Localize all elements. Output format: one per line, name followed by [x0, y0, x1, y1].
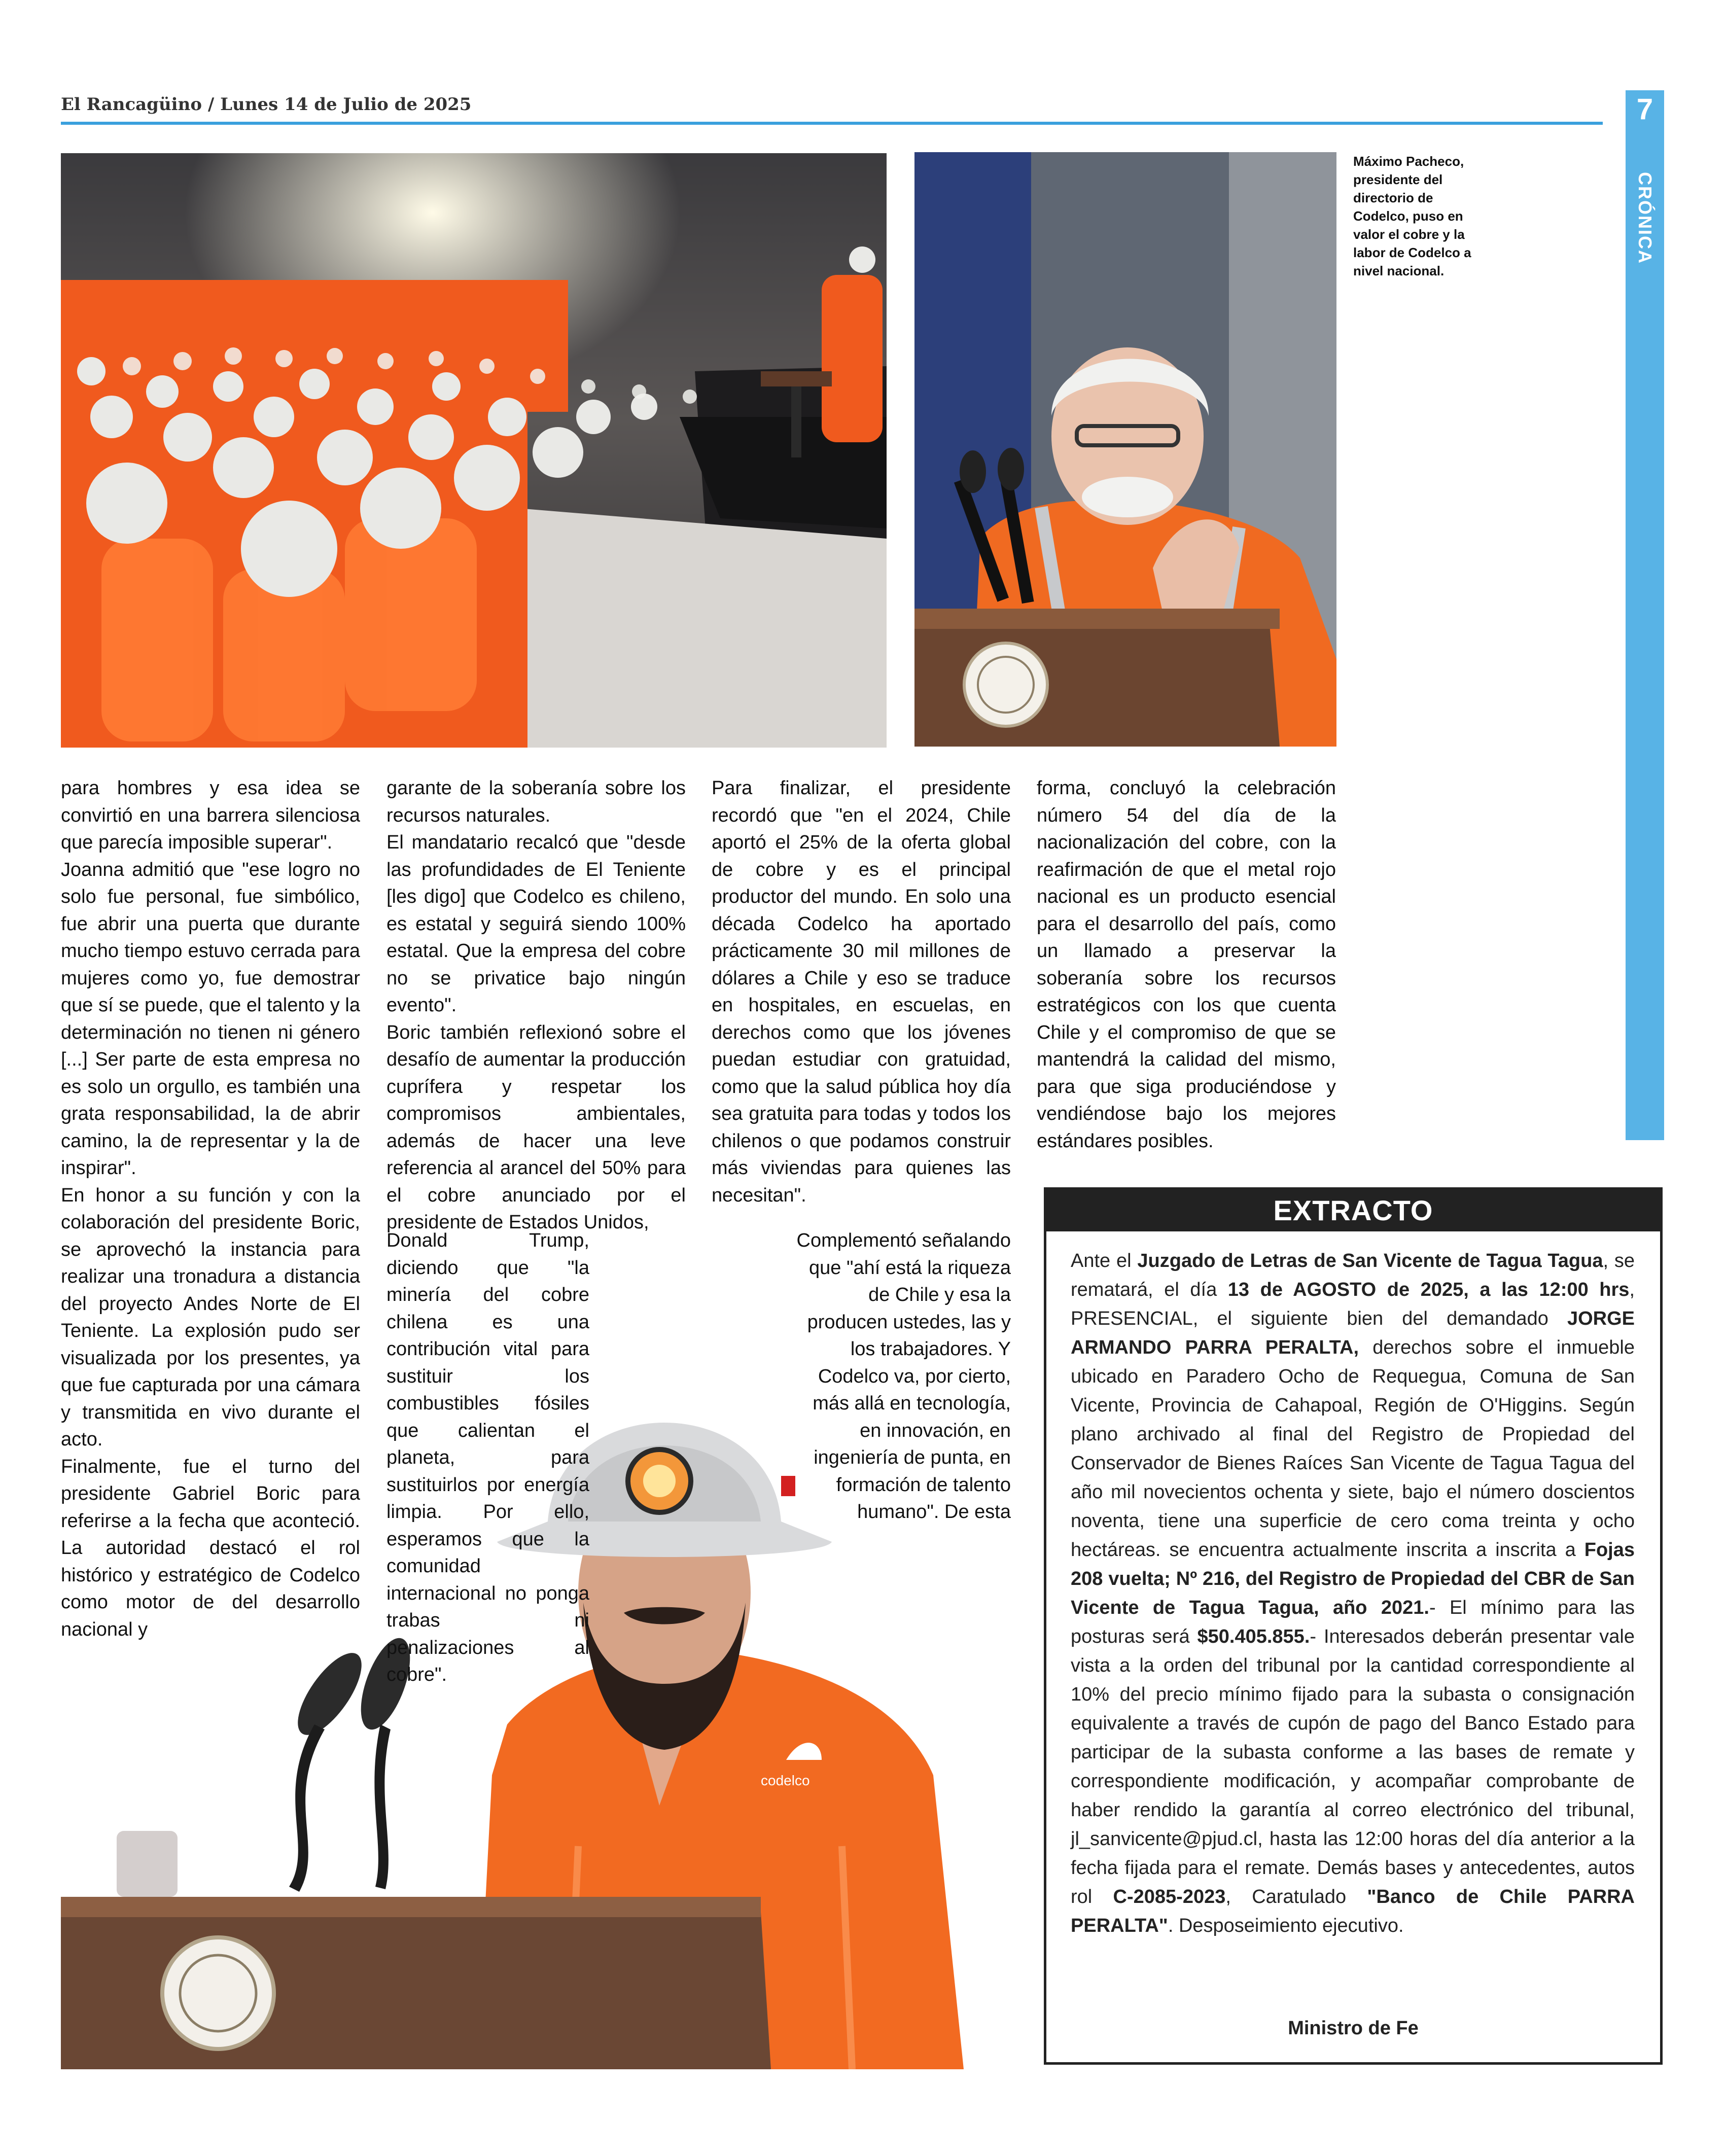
extracto-text: , Caratulado	[1225, 1886, 1367, 1907]
article-paragraph: Joanna admitió que "ese logro no solo fue personal, fue simbólico, fue abrir una puerta que durante mucho tiempo estuvo cerrada para mujeres como yo, fue demostrar que sí se puede, que el talento y la determinación no tienen ni género [...] Ser parte de esta empresa no es solo un orgullo, es también una grata responsabilidad, la de abrir camino, la de representar y la de inspirar".	[61, 859, 360, 1179]
article-paragraph: para hombres y esa idea se convirtió en una barrera silenciosa que parecía imposible superar".	[61, 777, 360, 853]
header-rule	[61, 122, 1603, 125]
miners-photo	[61, 153, 887, 748]
extracto-registry: Fojas 208 vuelta; Nº 216, del Registro de Propiedad del CBR de San Vicente de Tagua Tagua, año 2021.	[1071, 1539, 1635, 1618]
extracto-text: - El mínimo para las posturas será	[1071, 1597, 1635, 1647]
extracto-text: . Desposeimiento ejecutivo.	[1168, 1915, 1404, 1936]
article-paragraph: Finalmente, fue el turno del presidente Gabriel Boric para referirse a la fecha que aconteció. La autoridad destacó el rol histórico y estratégico de Codelco como motor de del desarrollo nacional y	[61, 1456, 360, 1640]
article-column-4	[1037, 775, 1336, 1155]
extracto-text: , se rematará, el día	[1071, 1250, 1635, 1300]
extracto-body	[1071, 1247, 1635, 1940]
article-paragraph: El mandatario recalcó que "desde las profundidades de El Teniente [les digo] que Codelco es chileno, es estatal y seguirá siendo 100% estatal. Que la empresa del cobre no se privatice bajo ningún evento".	[386, 832, 686, 1016]
page-header: El Rancagüino / Lunes 14 de Julio de 2025	[61, 94, 472, 115]
extracto-text: - Interesados deberán presentar vale vista a la orden del tribunal por la cantidad correspondiente al 10% del precio mínimo fijado para la subasta o consignación equivalente a través de cupón de pago del Banco Estado para participar de la subasta conforme a las bases de remate y correspondiente modificación, y acompañar comprobante de haber rendido la garantía al correo electrónico del tribunal, jl_sanvicente@pjud.cl, hasta las 12:00 horas del día anterior a la fecha fijada para el remate. Demás bases y antecedentes, autos rol	[1071, 1626, 1635, 1907]
extracto-rol: C-2085-2023	[1113, 1886, 1226, 1907]
pacheco-photo	[914, 152, 1336, 747]
article-column-2-tail: Donald Trump, diciendo que "la minería del cobre chilena es una contribución vital para sustituir los combustibles fósiles que calientan el planeta, para sustituirlos por energía limpia. Por ello, esperamos que la comunidad internacional no ponga trabas ni penalizaciones al cobre".	[386, 1230, 589, 1685]
svg-text:codelco: codelco	[761, 1773, 810, 1788]
extracto-text: derechos sobre el inmueble ubicado en Paradero Ocho de Requegua, Comuna de San Vicente, Provincia de Cahapoal, Región de O'Higgins. Según plano archivado al final del Registro de Propiedad del Conservador de Bienes Raíces San Vicente de Tagua Tagua del año mil novecientos ochenta y siete, bajo el número doscientos noventa, tiene una superficie de cero coma treinta y ocho hectáreas. se encuentra actualmente inscrita a inscrita a	[1071, 1337, 1635, 1561]
extracto-defendant: JORGE ARMANDO PARRA PERALTA,	[1071, 1308, 1635, 1358]
article-paragraph: forma, concluyó la celebración número 54 del día de la nacionalización del cobre, con la reafirmación de que el metal rojo nacional es un producto esencial para el desarrollo del país, como un llamado a preservar la soberanía sobre los recursos estratégicos con los que cuenta Chile y el compromiso de que se mantendrá la calidad del mismo, para que siga produciéndose y vendiéndose bajo los mejores estándares posibles.	[1037, 777, 1336, 1152]
article-paragraph: En honor a su función y con la colaboración del presidente Boric, se aprovechó la instancia para realizar una tronadura a distancia del proyecto Andes Norte de El Teniente. La explosión pudo ser visualizada por los presentes, ya que fue capturada por una cámara y transmitida en vivo durante el acto.	[61, 1184, 360, 1450]
extracto-text: Ante el	[1071, 1250, 1138, 1271]
extracto-title: EXTRACTO	[1046, 1190, 1660, 1231]
article-column-2	[386, 775, 686, 1236]
section-name: CRÓNICA	[1635, 172, 1655, 264]
extracto-text: , PRESENCIAL, el siguiente bien del demandado	[1071, 1279, 1635, 1329]
extracto-date: 13 de AGOSTO de 2025, a las 12:00 hrs	[1227, 1279, 1630, 1300]
miners-photo-graphic	[61, 153, 887, 748]
section-label	[1626, 152, 1664, 284]
article-column-3	[712, 775, 1011, 1209]
extracto-court: Juzgado de Letras de San Vicente de Tagua Tagua	[1137, 1250, 1603, 1271]
extracto-box	[1044, 1187, 1663, 2065]
article-paragraph: Para finalizar, el presidente recordó que "en el 2024, Chile aportó el 25% de la oferta global de cobre y es el principal productor del mundo. En solo una década Codelco ha aportado prácticamente 30 mil millones de dólares a Chile y eso se traduce en hospitales, en escuelas, en derechos como que los jóvenes puedan estudiar con gratuidad, como que la salud pública hoy día sea gratuita para todas y todos los chilenos o que podamos construir más viviendas para quienes las necesitan".	[712, 777, 1011, 1206]
extracto-caratulado: "Banco de Chile PARRA PERALTA"	[1071, 1886, 1635, 1936]
article-paragraph: garante de la soberanía sobre los recursos naturales.	[386, 777, 686, 826]
extracto-signature: Ministro de Fe	[1288, 2018, 1419, 2039]
page-number: 7	[1636, 93, 1653, 126]
article-column-3-tail: Complementó señalando que "ahí está la riqueza de Chile y esa la producen ustedes, las y los trabajadores. Y Codelco va, por cierto, más allá en tecnología, en innovación, en ingeniería de punta, en formación de talento humano". De esta	[796, 1230, 1011, 1523]
extracto-minimum: $50.405.855.	[1197, 1626, 1310, 1647]
photo-caption: Máximo Pacheco, presidente del directorio de Codelco, puso en valor el cobre y la labor de Codelco a nivel nacional.	[1353, 154, 1471, 278]
article-column-1	[61, 775, 360, 1643]
pacheco-photo-graphic	[914, 152, 1336, 747]
article-paragraph: Boric también reflexionó sobre el desafío de aumentar la producción cuprífera y respetar los compromisos ambientales, además de hacer una leve referencia al arancel del 50% para el cobre anunciado por el presidente de Estados Unidos,	[386, 1021, 686, 1233]
